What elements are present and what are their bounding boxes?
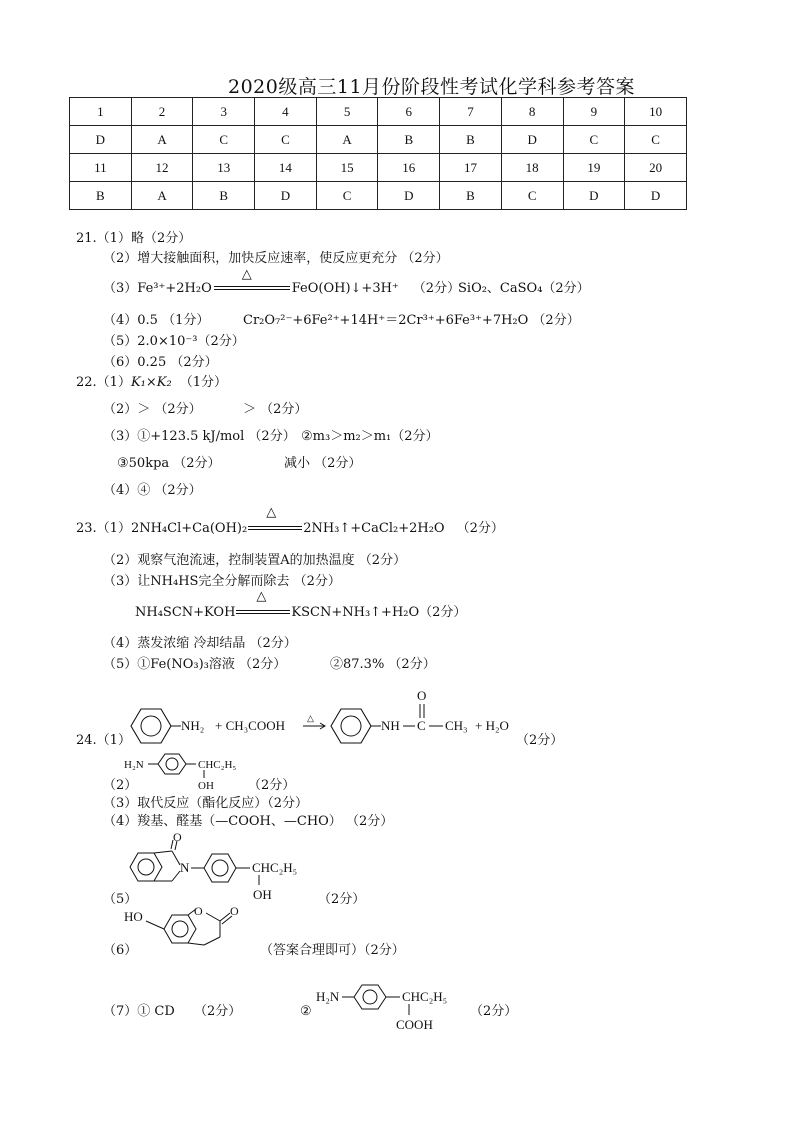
table-row <box>70 126 687 154</box>
table-cell: 19 <box>563 154 625 182</box>
aromatic-circle <box>138 859 154 875</box>
table-row <box>70 154 687 182</box>
q21-line-3 <box>103 267 461 297</box>
table-cell: 13 <box>193 154 255 182</box>
table-cell: B <box>378 126 440 154</box>
equal-line-bottom <box>248 529 302 530</box>
q24-line-4: （4）羧基、醛基（—COOH、—CHO） （2分） <box>103 814 394 829</box>
table-cell: D <box>625 182 687 210</box>
q21-line-6: （6）0.25 （2分） <box>103 355 218 370</box>
table-cell: B <box>70 182 132 210</box>
q22-line-3c: ③50kpa （2分） <box>117 456 221 471</box>
table-cell: B <box>440 182 502 210</box>
table-cell: 18 <box>501 154 563 182</box>
carbonyl-oxygen-label: O <box>417 688 427 703</box>
q24-line-7b-prefix: ② <box>300 1004 312 1019</box>
aromatic-circle <box>141 716 161 736</box>
bond <box>188 943 204 945</box>
q23-line-3: （3）让NH₄HS完全分解而除去 （2分） <box>103 574 341 589</box>
table-cell: C <box>316 182 378 210</box>
q21-3-rhs: FeO(OH)↓+3H⁺ <box>291 281 399 296</box>
side-chain-label: CHC₂H₅ <box>252 860 298 875</box>
q24-2-structure <box>124 752 254 794</box>
table-cell: 9 <box>563 98 625 126</box>
q22-line-2a: （2）＞ （2分） <box>103 402 202 417</box>
q21-line-5: （5）2.0×10⁻³（2分） <box>103 334 245 349</box>
table-cell: 4 <box>255 98 317 126</box>
aromatic-circle <box>363 990 377 1004</box>
amine-label: H₂N <box>124 759 144 771</box>
q21-line-2: （2）增大接触面积，加快反应速率，使反应更充分 （2分） <box>103 251 449 266</box>
table-cell: 8 <box>501 98 563 126</box>
q21-line-4: （4）0.5 （1分） <box>103 313 210 328</box>
q24-6-structure <box>124 905 264 961</box>
q24-line-2-prefix: （2） <box>103 778 138 793</box>
benzene-ring <box>131 709 171 743</box>
q24-5-structure <box>124 830 324 905</box>
answer-table <box>69 97 687 210</box>
table-cell: 15 <box>316 154 378 182</box>
equal-line-top <box>248 526 302 527</box>
benzene-ring <box>204 854 236 882</box>
benzene-ring <box>331 709 371 743</box>
q24-line-7a: （7）① CD <box>103 1004 175 1019</box>
bond <box>204 937 220 945</box>
q23-line-1 <box>76 505 504 537</box>
aromatic-circle <box>341 716 361 736</box>
q24-7-structure <box>316 985 476 1037</box>
q23-1-rhs: 2NH₃↑+CaCl₂+2H₂O <box>303 521 445 536</box>
water-label: + H₂O <box>475 718 509 733</box>
q22-line-3d: 减小 （2分） <box>284 456 362 471</box>
table-cell: C <box>625 126 687 154</box>
heat-icon: △ <box>307 713 314 723</box>
table-cell: B <box>440 126 502 154</box>
nitrogen-label: N <box>180 860 190 875</box>
heat-icon: △ <box>241 267 252 282</box>
table-cell: C <box>193 126 255 154</box>
hydroxyl-label: HO <box>124 909 143 924</box>
q23-line-5a: （5）①Fe(NO₃)₃溶液 （2分） <box>103 657 287 672</box>
table-cell: C <box>255 126 317 154</box>
heat-icon: △ <box>256 589 267 604</box>
q21-line-4-equation: Cr₂O₇²⁻+6Fe²⁺+14H⁺＝2Cr³⁺+6Fe³⁺+7H₂O （2分） <box>243 313 580 328</box>
benzene-ring <box>164 915 196 943</box>
table-row <box>70 182 687 210</box>
amine-label: H₂N <box>316 989 340 1004</box>
carboxyl-label: COOH <box>396 1017 433 1032</box>
bond <box>146 921 164 929</box>
methyl-label: CH₃ <box>445 718 468 733</box>
table-cell: C <box>563 126 625 154</box>
q23-line-4: （4）蒸发浓缩 冷却结晶 （2分） <box>103 636 297 651</box>
table-cell: 3 <box>193 98 255 126</box>
q23-1-lhs: 2NH₄Cl+Ca(OH)₂ <box>130 521 248 536</box>
q21-3-prefix: （3） <box>103 281 138 296</box>
heat-arrow <box>212 267 292 292</box>
q22-line-3b: ②m₃＞m₂＞m₁（2分） <box>301 429 439 444</box>
bond <box>172 851 180 865</box>
side-chain-label: CHC₂H₅ <box>402 989 448 1004</box>
table-cell: 11 <box>70 154 132 182</box>
hydroxyl-label: OH <box>253 887 272 902</box>
aromatic-circle <box>172 921 188 937</box>
table-cell: A <box>131 126 193 154</box>
bond <box>172 871 180 881</box>
q22-line-2b: ＞ （2分） <box>243 402 308 417</box>
table-cell: D <box>70 126 132 154</box>
equal-line-top <box>214 286 290 287</box>
table-row <box>70 98 687 126</box>
table-cell: 1 <box>70 98 132 126</box>
table-cell: 2 <box>131 98 193 126</box>
benzene-ring <box>158 754 186 774</box>
double-bond <box>220 913 230 921</box>
heat-arrow <box>247 505 303 532</box>
page-title: 2020级高三11月份阶段性考试化学科参考答案 <box>228 76 636 98</box>
table-cell: 12 <box>131 154 193 182</box>
q23-1-score: （2分） <box>456 521 504 536</box>
table-cell: D <box>563 182 625 210</box>
q23-line-3-equation <box>135 589 467 621</box>
q22-line-4: （4）④ （2分） <box>103 483 202 498</box>
table-cell: 6 <box>378 98 440 126</box>
ring-oxygen-label: O <box>194 904 203 918</box>
carbonyl-carbon-label: C <box>417 718 426 733</box>
heat-arrow <box>235 589 291 616</box>
bond <box>154 851 172 853</box>
heat-icon: △ <box>266 505 277 520</box>
carbonyl-oxygen-label: O <box>230 904 239 918</box>
q22-1-score: （1分） <box>179 375 227 390</box>
q23-line-2: （2）观察气泡流速，控制装置A的加热温度 （2分） <box>103 553 407 568</box>
benzene-ring <box>354 985 386 1009</box>
q24-line-6-note: （答案合理即可）（2分） <box>260 943 405 958</box>
q24-reaction-scheme <box>125 688 565 748</box>
q24-line-5-score: （2分） <box>318 892 366 907</box>
hydroxyl-label: OH <box>198 780 214 792</box>
equal-line-top <box>236 610 290 611</box>
q24-line-6-prefix: （6） <box>103 943 138 958</box>
bond <box>206 913 220 921</box>
table-cell: A <box>316 126 378 154</box>
table-cell: 7 <box>440 98 502 126</box>
acetic-acid-label: + CH₃COOH <box>215 718 286 733</box>
q21-3-lhs: Fe³⁺+2H₂O <box>137 281 212 296</box>
q21-3-score: （2分） <box>412 281 461 296</box>
aromatic-circle <box>166 758 178 770</box>
benzene-ring <box>130 853 162 881</box>
amine-label: NH₂ <box>181 718 205 733</box>
q24-line-3: （3）取代反应（酯化反应）（2分） <box>103 796 309 811</box>
equal-line-bottom <box>214 289 290 290</box>
q21-line-1: 21.（1）略（2分） <box>76 231 192 246</box>
q22-line-3a: （3）①+123.5 kJ/mol （2分） <box>103 429 296 444</box>
side-chain-label: CHC₂H₅ <box>198 759 237 771</box>
q22-1-expr: K₁×K₂ <box>130 375 172 390</box>
table-cell: C <box>501 182 563 210</box>
carbonyl-oxygen-label: O <box>173 830 182 844</box>
q24-line-2-score: （2分） <box>248 778 296 793</box>
table-cell: A <box>131 182 193 210</box>
q23-line-5b: ②87.3% （2分） <box>330 657 436 672</box>
table-cell: D <box>255 182 317 210</box>
table-cell: 20 <box>625 154 687 182</box>
table-cell: 17 <box>440 154 502 182</box>
q24-line-5-prefix: （5） <box>103 892 138 907</box>
q24-line-7a-score: （2分） <box>194 1004 242 1019</box>
equal-line-bottom <box>236 613 290 614</box>
table-cell: D <box>378 182 440 210</box>
q24-line-7b-score: （2分） <box>470 1004 518 1019</box>
aromatic-circle <box>212 860 228 876</box>
table-cell: 16 <box>378 154 440 182</box>
q24-line-1-score: （2分） <box>516 733 564 748</box>
q23-3-rhs: KSCN+NH₃↑+H₂O（2分） <box>291 605 467 620</box>
q21-line-3b: SiO₂、CaSO₄（2分） <box>458 281 590 296</box>
table-cell: D <box>501 126 563 154</box>
amide-nh-label: NH <box>381 718 400 733</box>
q23-1-prefix: 23.（1） <box>76 521 131 536</box>
q22-1-prefix: 22.（1） <box>76 375 131 390</box>
q24-line-1-prefix: 24.（1） <box>76 733 131 748</box>
q23-3-lhs: NH₄SCN+KOH <box>135 605 236 620</box>
table-cell: 14 <box>255 154 317 182</box>
table-cell: 5 <box>316 98 378 126</box>
table-cell: B <box>193 182 255 210</box>
q22-line-1 <box>76 375 227 391</box>
table-cell: 10 <box>625 98 687 126</box>
